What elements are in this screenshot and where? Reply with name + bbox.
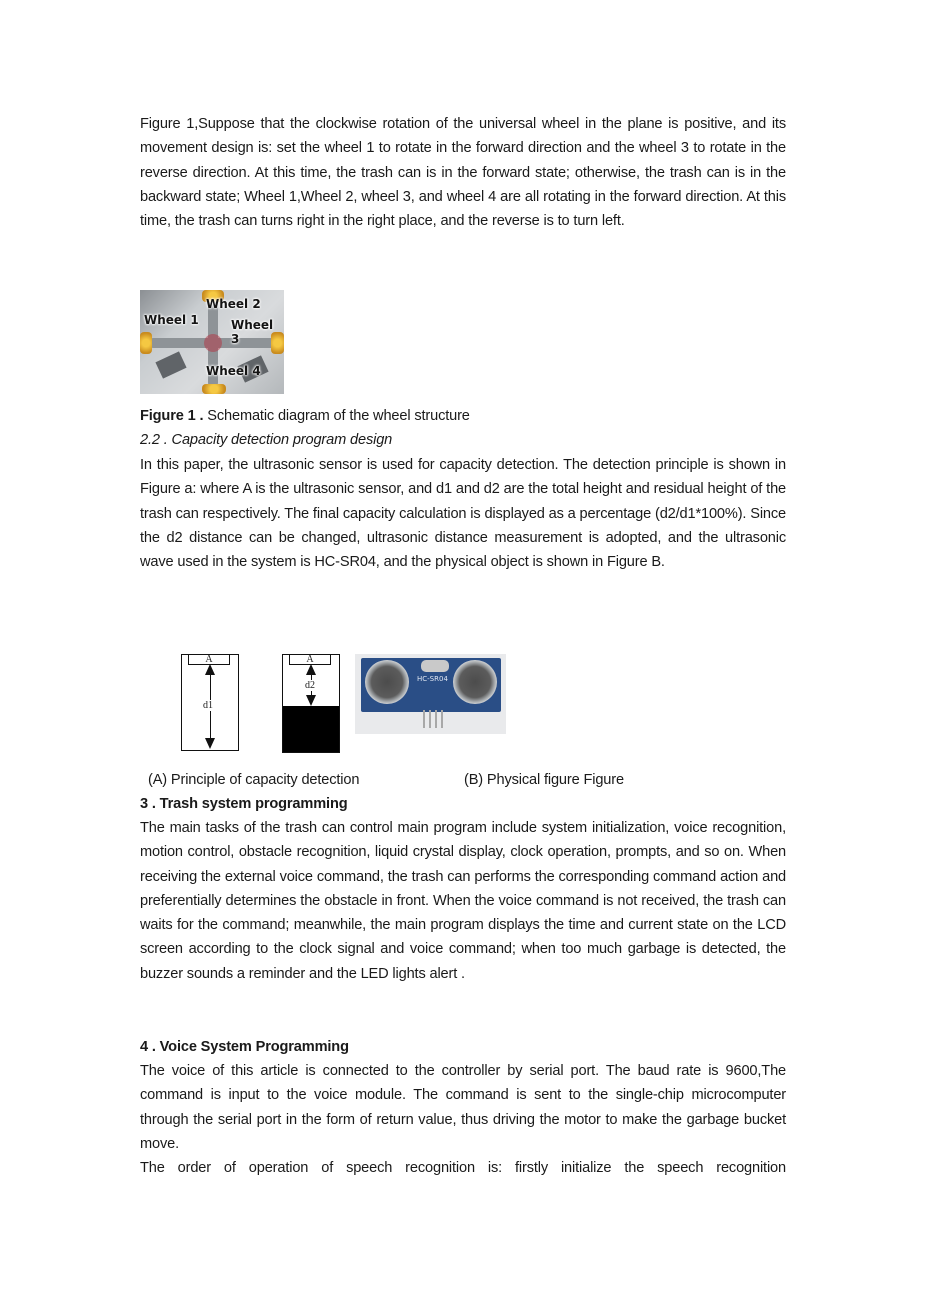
transducer-right [453, 660, 497, 704]
heading-section-3: 3 . Trash system programming [140, 796, 348, 812]
sensor-pcb [361, 658, 501, 712]
pin [435, 710, 437, 728]
paragraph-trash-system: The main tasks of the trash can control main program include system initialization, voice recognition, motion control, obstacle recognition, liquid crystal display, clock operation, prompts, and so on. When receiving the external voice command, the trash can performs the corresponding command action and preferentially determines the obstacle in front. When the voice command is not received, the trash can waits for the command; meanwhile, the main program displays the time and current state on the LCD screen according to the clock signal and voice command; when too much garbage is detected, the buzzer sounds a reminder and the LED lights alert . [140, 820, 786, 982]
heading-section-2-2: 2.2 . Capacity detection program design [140, 432, 393, 448]
hc-sr04-photo [355, 654, 506, 734]
d1-label: d1 [203, 700, 213, 711]
sensor-a-box-2: A [289, 654, 331, 665]
garbage-fill [283, 706, 339, 752]
paragraph-wheel-movement: Figure 1,Suppose that the clockwise rotation of the universal wheel in the plane is positive, and its movement design is: set the wheel 1 to rotate in the forward direction and the wheel 3 to rotate in the reverse direction. At this time, the trash can is in the forward state; otherwise, the trash can is in the backward state; Wheel 1,Wheel 2, wheel 3, and wheel 4 are all rotating in the forward direction. At this time, the trash can turns right in the right place, and the reverse is to turn left. [140, 116, 786, 230]
arrow-up-icon [205, 664, 215, 675]
heading-section-4: 4 . Voice System Programming [140, 1039, 349, 1055]
wheel-1-graphic [140, 332, 152, 354]
wheel-1-label: Wheel 1 [144, 313, 199, 327]
arrow-up-icon [306, 664, 316, 675]
paragraph-voice-order: The order of operation of speech recognition is: firstly initialize the speech recognition [140, 1160, 786, 1176]
sensor-a-box-1: A [188, 654, 230, 665]
hub [204, 334, 222, 352]
figure-1-caption [140, 404, 786, 428]
wheel-3-label: Wheel 3 [231, 318, 274, 346]
pin [423, 710, 425, 728]
paragraph-capacity-detection: In this paper, the ultrasonic sensor is used for capacity detection. The detection principle is shown in Figure a: where A is the ultrasonic sensor, and d1 and d2 are the total height and residual height of the trash can respectively. The final capacity calculation is displayed as a percentage (d2/d1*100%). Since the d2 distance can be changed, ultrasonic distance measurement is adopted, and the ultrasonic wave used in the system is HC-SR04, and the physical object is shown in Figure B. [140, 457, 786, 571]
wheel-4-label: Wheel 4 [206, 364, 261, 378]
wheel-structure-image [140, 290, 284, 394]
figure-a-caption: (A) Principle of capacity detection [148, 772, 360, 788]
paragraph-voice-serial: The voice of this article is connected to the controller by serial port. The baud rate is 9600,The command is input to the voice module. The command is sent to the single-chip microcomputer through the serial port in the form of return value, thus driving the motor to make the garbage bucket move. [140, 1063, 786, 1152]
figure-b-caption: (B) Physical figure Figure [464, 772, 624, 788]
wheel-2-label: Wheel 2 [206, 297, 261, 311]
arrow-down-icon [306, 695, 316, 706]
sensor-model-label: HC-SR04 [417, 675, 448, 683]
pin [429, 710, 431, 728]
wheel-4-graphic [202, 384, 226, 394]
figure-1-caption-label: Figure 1 . [140, 408, 204, 424]
pin [441, 710, 443, 728]
plate-decoration [155, 351, 186, 378]
arrow-down-icon [205, 738, 215, 749]
figure-1-caption-text: Schematic diagram of the wheel structure [203, 408, 470, 424]
transducer-left [365, 660, 409, 704]
crystal-oscillator [421, 660, 449, 672]
d2-label: d2 [305, 680, 315, 691]
